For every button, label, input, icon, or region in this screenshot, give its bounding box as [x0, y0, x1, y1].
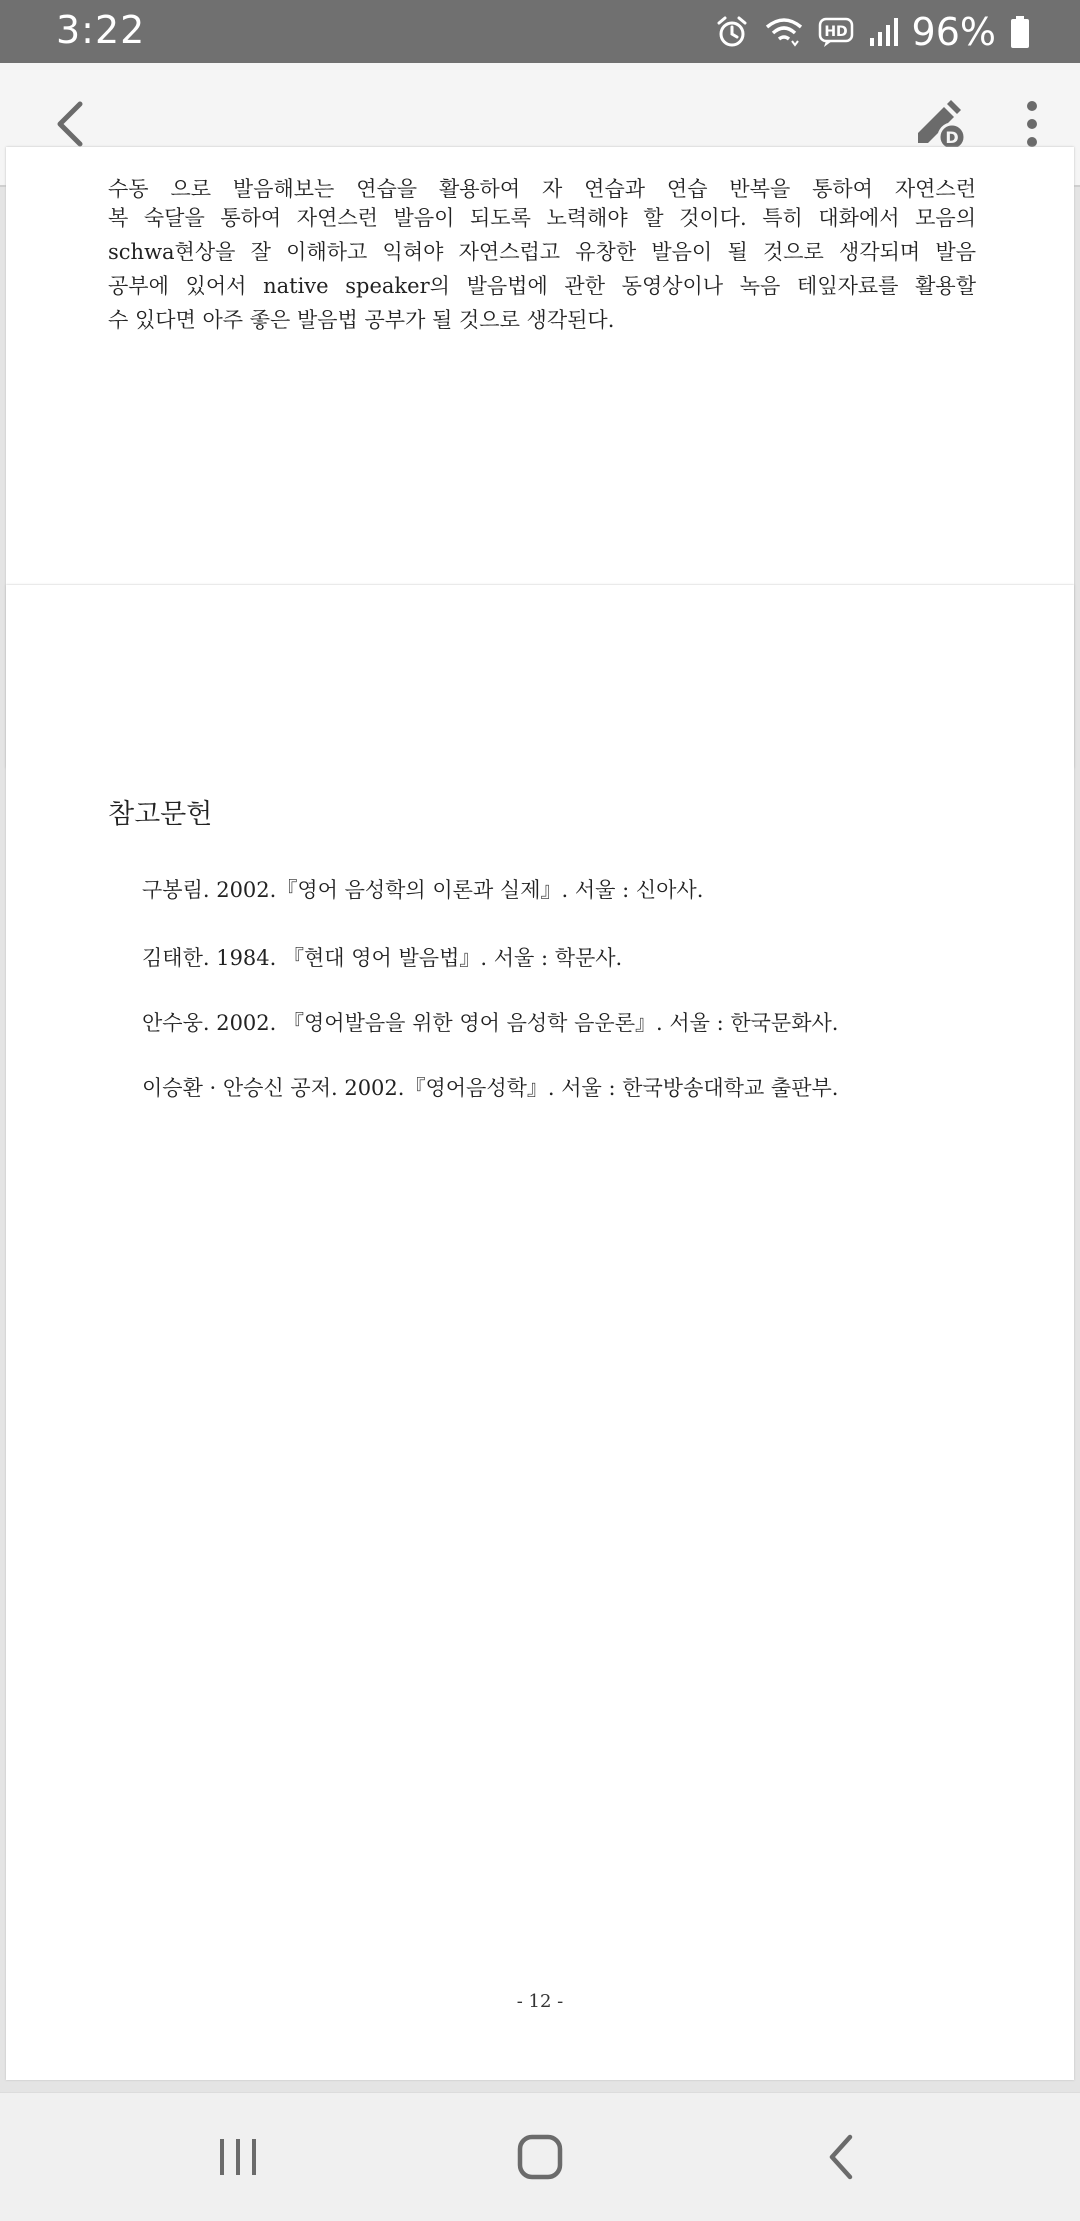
- reference-item: 김태한. 1984. 『현대 영어 발음법』. 서울 : 학문사.: [142, 946, 623, 970]
- paragraph: [108, 201, 976, 337]
- document-viewer[interactable]: [0, 177, 1080, 2092]
- wifi-icon: [764, 15, 804, 49]
- text-line: 수 있다면 아주 좋은 발음법 공부가 될 것으로 생각된다.: [108, 308, 615, 332]
- signal-icon: [868, 16, 898, 48]
- document-page-12: [6, 585, 1074, 2080]
- text-line: 공부에 있어서 native speaker의 발음법에 관한 동영상이나 녹음 테잎자료를 활용할: [108, 274, 976, 298]
- svg-text:HD: HD: [823, 24, 848, 40]
- svg-text:D: D: [945, 128, 959, 147]
- partial-text-line: [108, 165, 976, 201]
- back-arrow-icon[interactable]: [44, 96, 100, 152]
- hd-voice-icon: [818, 15, 854, 49]
- edit-document-icon[interactable]: [910, 93, 972, 155]
- navigation-bar: [0, 2092, 1080, 2221]
- reference-item: 구봉림. 2002.『영어 음성학의 이론과 실제』. 서울 : 신아사.: [142, 878, 704, 902]
- status-bar: [0, 0, 1080, 63]
- partial-line-text: 수동 으로 발음해보는 연습을 활용하여 자 연습과 연습 반복을 통하여 자연스런: [108, 177, 976, 201]
- recent-apps-icon[interactable]: [208, 2127, 268, 2187]
- battery-icon: [1010, 15, 1030, 49]
- page-number: - 12 -: [516, 1991, 564, 2012]
- battery-percentage: 96%: [911, 10, 996, 54]
- references-heading: 참고문헌: [108, 799, 213, 830]
- text-line: schwa현상을 잘 이해하고 익혀야 자연스럽고 유창한 발음이 될 것으로 생각되며 발음: [108, 240, 976, 264]
- text-line: 복 숙달을 통하여 자연스런 발음이 되도록 노력해야 할 것이다. 특히 대화에서 모음의: [108, 206, 976, 230]
- home-icon[interactable]: [510, 2127, 570, 2187]
- status-time: 3:22: [56, 8, 146, 52]
- reference-item: 이승환 · 안승신 공저. 2002.『영어음성학』. 서울 : 한국방송대학교 출판부.: [142, 1076, 839, 1100]
- status-icons: [714, 8, 1030, 56]
- more-options-icon[interactable]: [1014, 96, 1050, 152]
- back-icon[interactable]: [812, 2127, 872, 2187]
- alarm-icon: [714, 14, 750, 50]
- reference-item: 안수웅. 2002. 『영어발음을 위한 영어 음성학 음운론』. 서울 : 한국문화사.: [142, 1011, 839, 1035]
